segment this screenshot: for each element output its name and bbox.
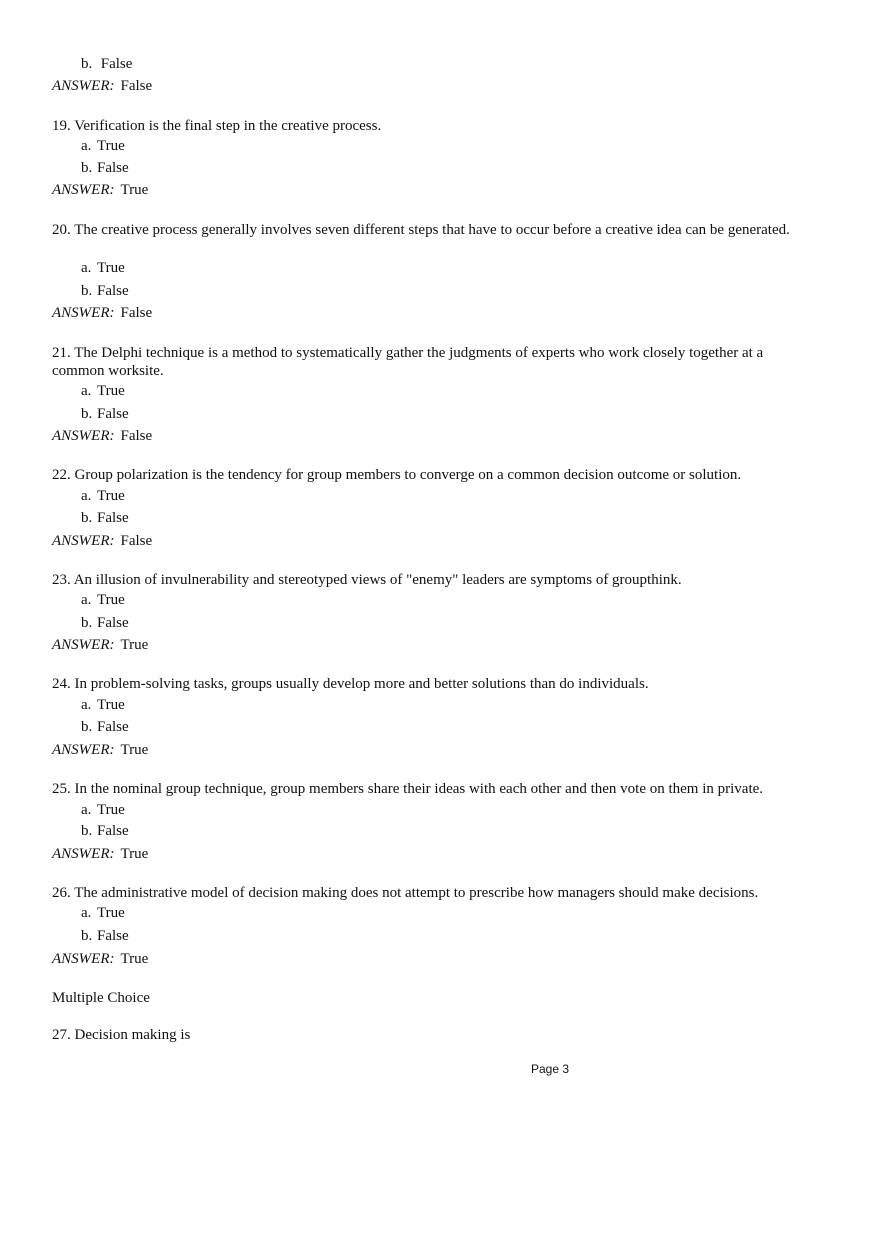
question-22-stem: 22. Group polarization is the tendency for group members to converge on a common decision outcome or solution.	[52, 467, 742, 483]
question-23-answer: ANSWER: True	[52, 637, 149, 653]
question-26-answer: ANSWER: True	[52, 951, 149, 967]
question-21-stem: 21. The Delphi technique is a method to systematically gather the judgments of experts who work closely together at a common worksite.	[52, 345, 764, 379]
question-26-option-b: b. False	[81, 928, 129, 944]
question-21-option-a: a. True	[81, 383, 125, 399]
section-heading: Multiple Choice	[52, 990, 150, 1006]
question-24-answer: ANSWER: True	[52, 742, 149, 758]
question-20-option-a: a. True	[81, 260, 125, 276]
question-24-option-a: a. True	[81, 697, 125, 713]
question-19-stem: 19. Verification is the final step in the creative process.	[52, 118, 382, 134]
question-21-option-b: b. False	[81, 406, 129, 422]
question-26-stem: 26. The administrative model of decision making does not attempt to prescribe how managers should make decisions.	[52, 885, 759, 901]
question-27-stem: 27. Decision making is	[52, 1027, 191, 1043]
question-19-answer: ANSWER: True	[52, 182, 149, 198]
carryover-answer: ANSWER: False	[52, 78, 153, 94]
question-25-answer: ANSWER: True	[52, 846, 149, 862]
question-21-answer: ANSWER: False	[52, 428, 153, 444]
question-19-option-a: a. True	[81, 138, 125, 154]
question-19-option-b: b. False	[81, 160, 129, 176]
question-20-answer: ANSWER: False	[52, 305, 153, 321]
question-26-option-a: a. True	[81, 905, 125, 921]
page-number: Page 3	[531, 1062, 570, 1076]
carryover-option-b: b. False	[81, 56, 133, 72]
question-22-option-b: b. False	[81, 510, 129, 526]
question-23-stem: 23. An illusion of invulnerability and stereotyped views of "enemy" leaders are symptoms of groupthink.	[52, 572, 682, 588]
question-20-option-b: b. False	[81, 283, 129, 299]
question-25-option-a: a. True	[81, 802, 125, 818]
question-25-option-b: b. False	[81, 823, 129, 839]
question-24-option-b: b. False	[81, 719, 129, 735]
question-25-stem: 25. In the nominal group technique, group members share their ideas with each other and then vote on them in private.	[52, 781, 764, 797]
question-22-option-a: a. True	[81, 488, 125, 504]
question-24-stem: 24. In problem-solving tasks, groups usually develop more and better solutions than do individuals.	[52, 676, 649, 692]
question-23-option-a: a. True	[81, 592, 125, 608]
question-20-stem: 20. The creative process generally involves seven different steps that have to occur before a creative idea can be generated.	[52, 222, 790, 238]
question-23-option-b: b. False	[81, 615, 129, 631]
question-22-answer: ANSWER: False	[52, 533, 153, 549]
